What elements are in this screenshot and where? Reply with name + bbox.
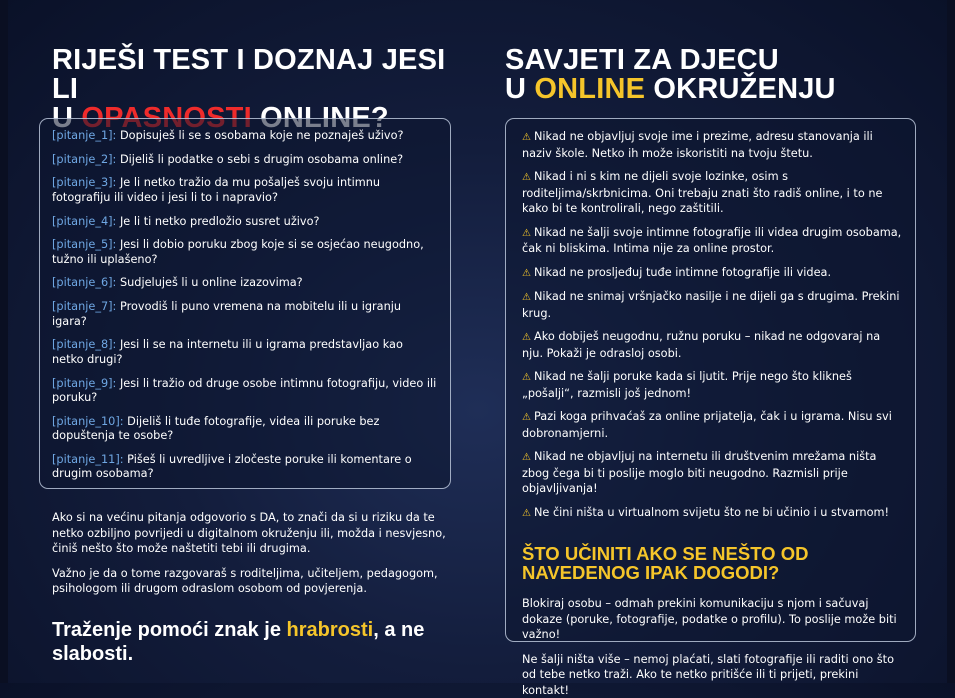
question-tag: [pitanje_5]: <box>52 238 116 251</box>
tips-heading <box>505 46 915 104</box>
result-paragraph: Ako si na većinu pitanja odgovorio s DA, to znači da si u riziku da te netko ozbiljno povrijedi u digitalnom okruženju ili, možda i nesvjesno, činiš nešto što može naštetiti tebi ili drugima. <box>52 510 452 557</box>
tip-text: Pazi koga prihvaćaš za online prijatelja, čak i u igrama. Nisu svi dobronamjerni. <box>522 410 892 440</box>
quiz-question <box>52 176 438 205</box>
question-tag: [pitanje_10]: <box>52 415 124 428</box>
slogan-highlight: hrabrosti <box>287 619 374 641</box>
question-tag: [pitanje_6]: <box>52 276 116 289</box>
question-text: Jesi li se na internetu ili u igrama predstavljao kao netko drugi? <box>52 338 403 366</box>
warning-icon: ⚠ <box>522 268 531 279</box>
tips-list <box>522 129 903 521</box>
question-tag: [pitanje_4]: <box>52 215 116 228</box>
tip-text: Nikad ne snimaj vršnjačko nasilje i ne dijeli ga s drugima. Prekini krug. <box>522 290 900 320</box>
warning-icon: ⚠ <box>522 228 531 239</box>
question-text: Sudjeluješ li u online izazovima? <box>116 276 302 289</box>
warning-icon: ⚠ <box>522 372 531 383</box>
tips-panel <box>505 118 916 642</box>
tip-item <box>522 369 903 401</box>
tip-item <box>522 449 903 497</box>
question-text: Dopisuješ li se s osobama koje ne poznaješ uživo? <box>116 129 403 142</box>
quiz-question <box>52 238 438 267</box>
tip-text: Ne čini ništa u virtualnom svijetu što ne bi učinio i u stvarnom! <box>534 506 889 519</box>
question-tag: [pitanje_7]: <box>52 300 116 313</box>
question-tag: [pitanje_3]: <box>52 176 116 189</box>
question-tag: [pitanje_2]: <box>52 153 116 166</box>
warning-icon: ⚠ <box>522 508 531 519</box>
tip-text: Nikad ne šalji poruke kada si ljutit. Prije nego što klikneš „pošalji“, razmisli još jednom! <box>522 370 852 400</box>
what-to-do-heading: ŠTO UČINITI AKO SE NEŠTO OD NAVEDENOG IPAK DOGODI? <box>522 544 903 582</box>
question-tag: [pitanje_8]: <box>52 338 116 351</box>
tip-text: Nikad ne objavljuj na internetu ili društvenim mrežama ništa zbog čega bi ti poslije moglo biti neugodno. Razmisli prije objavljivanja! <box>522 450 876 495</box>
tip-item <box>522 129 903 161</box>
tip-item <box>522 409 903 441</box>
block-person-paragraph: Blokiraj osobu – odmah prekini komunikaciju s njom i sačuvaj dokaze (poruke, fotografije, podatke o profilu). To poslije može biti važno! <box>522 596 903 643</box>
advice-paragraph: Važno je da o tome razgovaraš s roditeljima, učiteljem, pedagogom, psihologom ili drugom odraslom osobom od povjerenja. <box>52 566 452 597</box>
quiz-question <box>52 300 438 329</box>
tip-item <box>522 169 903 217</box>
quiz-title: RIJEŠI TEST I DOZNAJ JESI LI <box>52 46 452 133</box>
question-text: Je li netko tražio da mu pošalješ svoju intimnu fotografiju ili video i jesi li to i napravio? <box>52 176 380 204</box>
question-tag: [pitanje_1]: <box>52 129 116 142</box>
tip-item <box>522 265 903 282</box>
quiz-question <box>52 129 438 144</box>
tip-text: Ako dobiješ neugodnu, ružnu poruku – nikad ne odgovaraj na nju. Pokaži je odraslој osobi. <box>522 330 880 360</box>
warning-icon: ⚠ <box>522 332 531 343</box>
quiz-question <box>52 276 438 291</box>
warning-icon: ⚠ <box>522 172 531 183</box>
quiz-question <box>52 153 438 168</box>
tip-text: Nikad i ni s kim ne dijeli svoje lozinke, osim s roditeljima/skrbnicima. Oni trebaju znati što radiš online, i to ne kako bi te kontrolirali, nego zaštitili. <box>522 170 882 215</box>
warning-icon: ⚠ <box>522 132 531 143</box>
tips-title: SAVJETI ZA DJECU U ONLINE OKRUŽENJU <box>505 46 915 104</box>
tip-text: Nikad ne prosljeđuj tuđe intimne fotografije ili videa. <box>534 266 831 279</box>
title-highlight-online: ONLINE <box>534 73 645 105</box>
question-text: Dijeliš li podatke o sebi s drugim osobama online? <box>116 153 403 166</box>
question-text: Je li ti netko predložio susret uživo? <box>116 215 319 228</box>
question-text: Pišeš li uvredljive i zločeste poruke ili komentare o drugim osobama? <box>52 453 412 481</box>
right-page-edge <box>947 0 955 683</box>
quiz-question <box>52 453 438 482</box>
warning-icon: ⚠ <box>522 452 531 463</box>
question-tag: [pitanje_9]: <box>52 377 116 390</box>
quiz-question <box>52 338 438 367</box>
tip-text: Nikad ne šalji svoje intimne fotografije ili videa drugim osobama, čak ni bliskima. Intima nije za online prostor. <box>522 226 901 256</box>
warning-icon: ⚠ <box>522 292 531 303</box>
quiz-questions-panel <box>39 118 451 489</box>
tip-item <box>522 225 903 257</box>
question-tag: [pitanje_11]: <box>52 453 124 466</box>
slogan: Traženje pomoći znak je hrabrosti, a ne slabosti. <box>52 618 462 666</box>
tip-text: Nikad ne objavljuj svoje ime i prezime, adresu stanovanja ili naziv škole. Netko ih može iskoristiti na tvoju štetu. <box>522 130 873 160</box>
stop-contact-paragraph: Ne šalji ništa više – nemoj plaćati, slati fotografije ili raditi ono što od tebe netko traži. Ako te netko pritišće ili ti prijeti, prekini kontakt! <box>522 652 903 698</box>
question-text: Provodiš li puno vremena na mobitelu ili u igranju igara? <box>52 300 401 328</box>
quiz-question <box>52 415 438 444</box>
left-page-edge <box>0 0 8 683</box>
quiz-result-text <box>52 510 452 606</box>
question-text: Jesi li tražio od druge osobe intimnu fotografiju, video ili poruku? <box>52 377 436 405</box>
quiz-question <box>52 377 438 406</box>
tip-item <box>522 289 903 321</box>
question-text: Dijeliš li tuđe fotografije, videa ili poruke bez dopuštenja te osobe? <box>52 415 379 443</box>
warning-icon: ⚠ <box>522 412 531 423</box>
tip-item <box>522 505 903 522</box>
quiz-question <box>52 215 438 230</box>
question-text: Jesi li dobio poruku zbog koje si se osjećao neugodno, tužno ili uplašeno? <box>52 238 424 266</box>
tip-item <box>522 329 903 361</box>
